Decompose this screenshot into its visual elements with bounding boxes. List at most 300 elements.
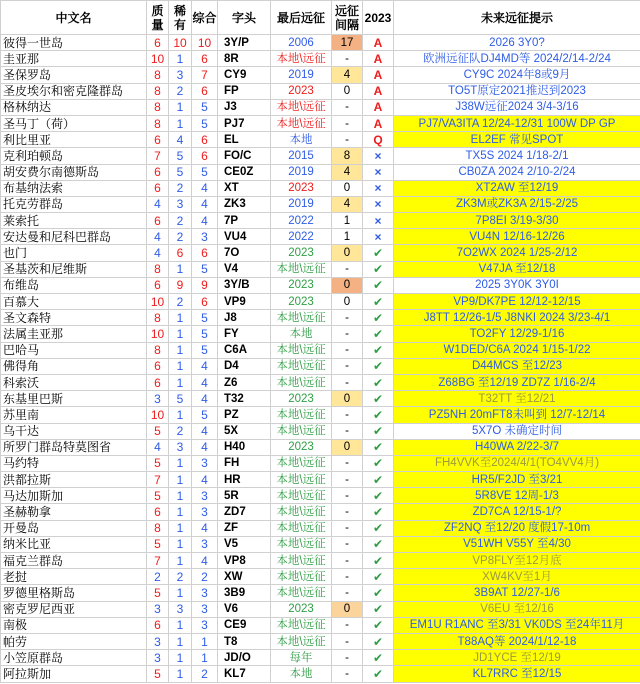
cell-prefix: CE9 [218,617,271,633]
cell-status-2023: ✔ [363,261,394,277]
cell-last-expedition: 本地\远征 [271,423,332,439]
cell-overall: 4 [192,439,218,455]
cell-future-hint: ZF2NQ 至12/20 度假17-10m [394,520,640,536]
cell-future-hint: PJ7/VA3ITA 12/24-12/31 100W DP GP [394,115,640,131]
cell-name: 格林纳达 [1,99,147,115]
cell-prefix: KL7 [218,666,271,682]
table-row [1,488,640,504]
cell-last-expedition: 本地\远征 [271,569,332,585]
cell-quality: 7 [147,553,169,569]
cell-gap: 0 [332,601,363,617]
cell-overall: 6 [192,83,218,99]
cell-rarity: 1 [169,488,192,504]
cell-prefix: 7O [218,245,271,261]
cell-status-2023: ✔ [363,569,394,585]
cell-overall: 5 [192,326,218,342]
cell-prefix: J3 [218,99,271,115]
cell-overall: 9 [192,277,218,293]
cell-quality: 5 [147,455,169,471]
cell-overall: 4 [192,472,218,488]
cell-quality: 3 [147,650,169,666]
cell-prefix: T8 [218,633,271,649]
cell-rarity: 3 [169,601,192,617]
cell-quality: 6 [147,358,169,374]
cell-gap: - [332,617,363,633]
table-row [1,51,640,67]
column-header-name: 中文名 [1,1,147,35]
cell-gap: - [332,423,363,439]
cell-rarity: 5 [169,391,192,407]
cell-rarity: 3 [169,196,192,212]
cell-status-2023: A [363,115,394,131]
cell-rarity: 2 [169,83,192,99]
cell-gap: - [332,310,363,326]
cell-rarity: 1 [169,650,192,666]
cell-status-2023: ✔ [363,617,394,633]
cell-future-hint: 7O2WX 2024 1/25-2/12 [394,245,640,261]
cell-quality: 5 [147,666,169,682]
cell-overall: 3 [192,455,218,471]
cell-name: 开曼岛 [1,520,147,536]
cell-last-expedition: 本地\远征 [271,261,332,277]
cell-quality: 6 [147,617,169,633]
cell-name: 法属圭亚那 [1,326,147,342]
cell-future-hint: VP8FLY至12月底 [394,553,640,569]
cell-future-hint: PZ5NH 20mFT8未叫到 12/7-12/14 [394,407,640,423]
cell-status-2023: A [363,51,394,67]
cell-status-2023: A [363,99,394,115]
cell-status-2023: ✔ [363,650,394,666]
cell-name: 福克兰群岛 [1,553,147,569]
cell-name: 圣马丁（荷） [1,115,147,131]
table-row [1,99,640,115]
cell-last-expedition: 本地\远征 [271,358,332,374]
cell-future-hint: J38W远征2024 3/4-3/16 [394,99,640,115]
table-body [1,35,640,683]
cell-rarity: 1 [169,633,192,649]
cell-last-expedition: 本地\远征 [271,633,332,649]
cell-rarity: 1 [169,374,192,390]
cell-last-expedition: 本地\远征 [271,536,332,552]
cell-quality: 3 [147,391,169,407]
cell-gap: 1 [332,213,363,229]
cell-last-expedition: 2023 [271,245,332,261]
cell-name: 老挝 [1,569,147,585]
cell-gap: 1 [332,229,363,245]
cell-last-expedition: 本地 [271,132,332,148]
cell-status-2023: ✔ [363,439,394,455]
cell-future-hint: KL7RRC 至12/15 [394,666,640,682]
table-row [1,536,640,552]
table-row [1,439,640,455]
cell-quality: 10 [147,294,169,310]
cell-prefix: FP [218,83,271,99]
table-row [1,504,640,520]
cell-last-expedition: 2023 [271,601,332,617]
cell-name: 乌干达 [1,423,147,439]
cell-status-2023: A [363,83,394,99]
cell-status-2023: × [363,213,394,229]
cell-rarity: 1 [169,261,192,277]
cell-quality: 3 [147,601,169,617]
table-row [1,35,640,51]
cell-rarity: 1 [169,358,192,374]
cell-quality: 10 [147,326,169,342]
cell-prefix: FH [218,455,271,471]
cell-overall: 3 [192,536,218,552]
cell-future-hint: VU4N 12/16-12/26 [394,229,640,245]
cell-rarity: 1 [169,585,192,601]
cell-last-expedition: 2023 [271,277,332,293]
cell-last-expedition: 2019 [271,67,332,83]
cell-gap: - [332,132,363,148]
cell-prefix: 3Y/B [218,277,271,293]
column-header-quality: 质量 [147,1,169,35]
cell-future-hint: XT2AW 至12/19 [394,180,640,196]
cell-overall: 3 [192,585,218,601]
cell-name: 圣基茨和尼维斯 [1,261,147,277]
cell-rarity: 5 [169,164,192,180]
cell-prefix: HR [218,472,271,488]
table-row [1,180,640,196]
cell-future-hint: 2026 3Y0? [394,35,640,51]
cell-future-hint: CY9C 2024年8或9月 [394,67,640,83]
cell-quality: 2 [147,569,169,585]
cell-rarity: 2 [169,423,192,439]
cell-name: 圣赫勒拿 [1,504,147,520]
cell-future-hint: V47JA 至12/18 [394,261,640,277]
cell-overall: 4 [192,213,218,229]
cell-status-2023: ✔ [363,374,394,390]
table-row [1,261,640,277]
cell-rarity: 1 [169,472,192,488]
cell-rarity: 1 [169,407,192,423]
cell-overall: 4 [192,391,218,407]
cell-rarity: 1 [169,99,192,115]
cell-status-2023: ✔ [363,666,394,682]
column-header-prefix: 字头 [218,1,271,35]
cell-prefix: Z6 [218,374,271,390]
cell-status-2023: ✔ [363,245,394,261]
cell-status-2023: × [363,229,394,245]
cell-future-hint: HR5/F2JD 至3/21 [394,472,640,488]
cell-gap: 4 [332,67,363,83]
table-row [1,666,640,682]
table-row [1,553,640,569]
cell-quality: 8 [147,115,169,131]
cell-prefix: VP9 [218,294,271,310]
cell-name: 利比里亚 [1,132,147,148]
table-row [1,633,640,649]
cell-rarity: 4 [169,132,192,148]
cell-rarity: 1 [169,342,192,358]
cell-gap: 0 [332,439,363,455]
cell-future-hint: D44MCS 至12/23 [394,358,640,374]
table-row [1,310,640,326]
cell-prefix: C6A [218,342,271,358]
table-row [1,229,640,245]
cell-prefix: XT [218,180,271,196]
cell-rarity: 1 [169,326,192,342]
cell-quality: 6 [147,132,169,148]
cell-rarity: 2 [169,569,192,585]
cell-future-hint: EM1U R1ANC 至3/31 VK0DS 至24年11月 [394,617,640,633]
cell-gap: - [332,472,363,488]
cell-quality: 8 [147,83,169,99]
cell-gap: 17 [332,35,363,51]
cell-name: 密克罗尼西亚 [1,601,147,617]
cell-name: 百慕大 [1,294,147,310]
table-row [1,83,640,99]
table-row [1,472,640,488]
cell-gap: - [332,633,363,649]
cell-prefix: 3B9 [218,585,271,601]
cell-overall: 4 [192,196,218,212]
cell-future-hint: 5R8VE 12周-1/3 [394,488,640,504]
cell-gap: - [332,504,363,520]
cell-name: 小笠原群岛 [1,650,147,666]
cell-status-2023: ✔ [363,504,394,520]
cell-future-hint: ZD7CA 12/15-1/? [394,504,640,520]
cell-prefix: PZ [218,407,271,423]
cell-last-expedition: 2015 [271,148,332,164]
cell-rarity: 6 [169,245,192,261]
cell-prefix: PJ7 [218,115,271,131]
column-header-last-expedition: 最后远征 [271,1,332,35]
cell-status-2023: ✔ [363,520,394,536]
cell-name: 圣文森特 [1,310,147,326]
column-header-overall: 综合 [192,1,218,35]
table-row [1,342,640,358]
cell-name: 马达加斯加 [1,488,147,504]
cell-gap: 8 [332,148,363,164]
cell-gap: - [332,536,363,552]
cell-quality: 8 [147,520,169,536]
cell-rarity: 2 [169,294,192,310]
cell-name: 布维岛 [1,277,147,293]
cell-last-expedition: 本地\远征 [271,617,332,633]
cell-rarity: 1 [169,536,192,552]
cell-quality: 4 [147,229,169,245]
cell-overall: 5 [192,164,218,180]
cell-prefix: V4 [218,261,271,277]
cell-status-2023: ✔ [363,633,394,649]
cell-future-hint: W1DED/C6A 2024 1/15-1/22 [394,342,640,358]
cell-quality: 6 [147,277,169,293]
cell-prefix: 5X [218,423,271,439]
cell-last-expedition: 本地\远征 [271,585,332,601]
cell-gap: - [332,326,363,342]
table-row [1,391,640,407]
cell-rarity: 1 [169,310,192,326]
cell-rarity: 1 [169,504,192,520]
cell-quality: 10 [147,51,169,67]
cell-quality: 4 [147,196,169,212]
cell-overall: 4 [192,180,218,196]
cell-rarity: 1 [169,617,192,633]
cell-overall: 3 [192,488,218,504]
cell-name: 南极 [1,617,147,633]
table-row [1,601,640,617]
cell-last-expedition: 每年 [271,650,332,666]
cell-rarity: 2 [169,180,192,196]
cell-gap: - [332,666,363,682]
cell-status-2023: ✔ [363,277,394,293]
cell-gap: - [332,553,363,569]
cell-status-2023: ✔ [363,455,394,471]
table-row [1,569,640,585]
cell-rarity: 1 [169,666,192,682]
cell-future-hint: 2025 3Y0K 3Y0I [394,277,640,293]
cell-overall: 6 [192,51,218,67]
cell-last-expedition: 2023 [271,294,332,310]
cell-prefix: CE0Z [218,164,271,180]
cell-future-hint: 7P8EI 3/19-3/30 [394,213,640,229]
cell-last-expedition: 本地\远征 [271,553,332,569]
cell-last-expedition: 本地\远征 [271,310,332,326]
cell-gap: 0 [332,180,363,196]
cell-name: 马约特 [1,455,147,471]
cell-status-2023: ✔ [363,488,394,504]
cell-gap: - [332,488,363,504]
cell-future-hint: T88AQ等 2024/1/12-18 [394,633,640,649]
table-row [1,132,640,148]
cell-status-2023: ✔ [363,407,394,423]
cell-overall: 5 [192,99,218,115]
cell-name: 克利珀顿岛 [1,148,147,164]
cell-name: 彼得一世岛 [1,35,147,51]
table-row [1,148,640,164]
cell-gap: 4 [332,196,363,212]
cell-quality: 10 [147,407,169,423]
table-row [1,650,640,666]
cell-name: 托克劳群岛 [1,196,147,212]
cell-prefix: V6 [218,601,271,617]
cell-quality: 8 [147,99,169,115]
cell-gap: 0 [332,391,363,407]
cell-last-expedition: 2022 [271,229,332,245]
cell-quality: 8 [147,342,169,358]
cell-prefix: EL [218,132,271,148]
cell-quality: 8 [147,261,169,277]
cell-gap: - [332,115,363,131]
cell-future-hint: FH4VVK至2024/4/1(TO4VV4月) [394,455,640,471]
cell-gap: - [332,569,363,585]
cell-prefix: FY [218,326,271,342]
column-header-rarity: 稀有 [169,1,192,35]
cell-prefix: VU4 [218,229,271,245]
cell-last-expedition: 2023 [271,391,332,407]
cell-overall: 5 [192,407,218,423]
cell-future-hint: 5X7O 未确定时间 [394,423,640,439]
cell-overall: 4 [192,553,218,569]
cell-quality: 6 [147,213,169,229]
cell-quality: 6 [147,35,169,51]
cell-last-expedition: 2023 [271,83,332,99]
cell-name: 东基里巴斯 [1,391,147,407]
cell-overall: 4 [192,374,218,390]
table-row [1,407,640,423]
cell-quality: 6 [147,504,169,520]
cell-status-2023: ✔ [363,423,394,439]
cell-prefix: VP8 [218,553,271,569]
cell-future-hint: TO5T原定2021推迟到2023 [394,83,640,99]
cell-gap: 0 [332,83,363,99]
table-row [1,164,640,180]
table-row [1,585,640,601]
cell-last-expedition: 本地\远征 [271,342,332,358]
cell-gap: - [332,261,363,277]
table-row [1,115,640,131]
cell-prefix: 7P [218,213,271,229]
cell-name: 布基纳法索 [1,180,147,196]
cell-last-expedition: 本地\远征 [271,407,332,423]
cell-name: 胡安费尔南德斯岛 [1,164,147,180]
cell-quality: 4 [147,439,169,455]
cell-gap: - [332,374,363,390]
cell-quality: 5 [147,488,169,504]
cell-overall: 4 [192,520,218,536]
cell-gap: - [332,358,363,374]
cell-gap: - [332,342,363,358]
cell-name: 安达曼和尼科巴群岛 [1,229,147,245]
table-row [1,245,640,261]
cell-name: 圭亚那 [1,51,147,67]
cell-rarity: 2 [169,213,192,229]
cell-future-hint: 欧洲远征队DJ4MD等 2024/2/14-2/24 [394,51,640,67]
cell-name: 纳米比亚 [1,536,147,552]
cell-name: 科索沃 [1,374,147,390]
cell-prefix: H40 [218,439,271,455]
cell-overall: 2 [192,569,218,585]
cell-overall: 7 [192,67,218,83]
cell-quality: 8 [147,67,169,83]
cell-rarity: 3 [169,67,192,83]
cell-name: 所罗门群岛特莫图省 [1,439,147,455]
table-row [1,520,640,536]
cell-last-expedition: 本地 [271,666,332,682]
cell-rarity: 9 [169,277,192,293]
cell-future-hint: XW4KV至1月 [394,569,640,585]
column-header-future-hint: 未来远征提示 [394,1,640,35]
cell-status-2023: × [363,148,394,164]
cell-gap: - [332,455,363,471]
cell-last-expedition: 本地\远征 [271,520,332,536]
cell-gap: - [332,520,363,536]
cell-status-2023: A [363,35,394,51]
table-row [1,374,640,390]
cell-rarity: 2 [169,229,192,245]
cell-last-expedition: 2019 [271,196,332,212]
cell-status-2023: ✔ [363,553,394,569]
cell-future-hint: CB0ZA 2024 2/10-2/24 [394,164,640,180]
cell-overall: 5 [192,115,218,131]
table-row [1,196,640,212]
cell-gap: - [332,585,363,601]
header-row [1,1,640,35]
cell-status-2023: × [363,164,394,180]
cell-quality: 6 [147,374,169,390]
cell-rarity: 10 [169,35,192,51]
cell-rarity: 1 [169,455,192,471]
cell-future-hint: H40WA 2/22-3/7 [394,439,640,455]
cell-rarity: 3 [169,439,192,455]
cell-last-expedition: 本地\远征 [271,99,332,115]
cell-gap: 0 [332,245,363,261]
cell-future-hint: VP9/DK7PE 12/12-12/15 [394,294,640,310]
cell-prefix: D4 [218,358,271,374]
table-row [1,294,640,310]
